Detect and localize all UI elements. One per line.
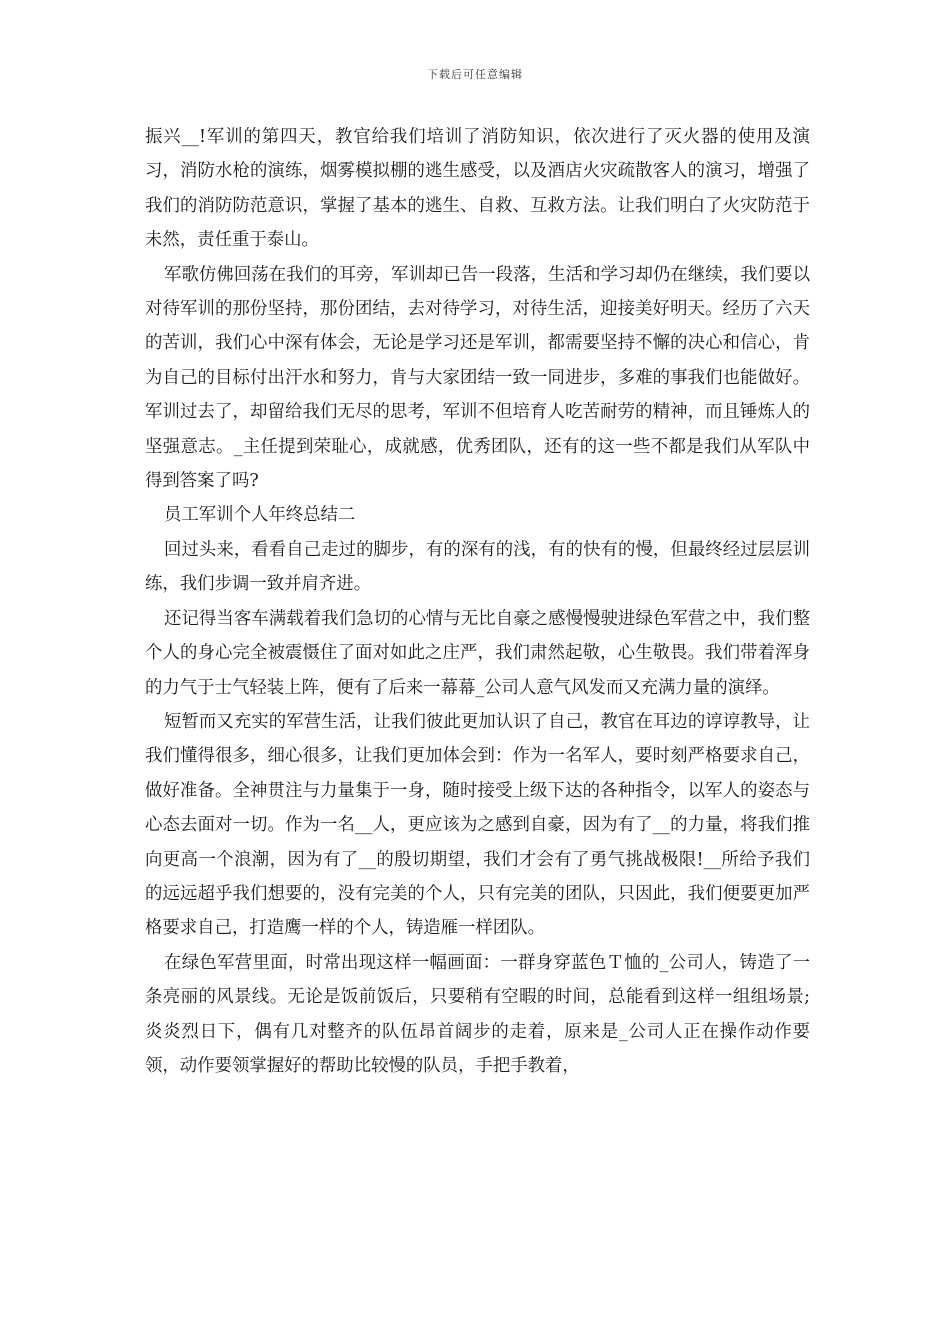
paragraph: 军歌仿佛回荡在我们的耳旁，军训却已告一段落，生活和学习却仍在继续，我们要以对待军训的那份坚持，那份团结，去对待学习，对待生活，迎接美好明天。经历了六天的苦训，我们心中深有体会，无论是学习还是军训，都需要坚持不懈的决心和信心，肯为自己的目标付出汗水和努力，肯与大家团结一致一同进步，多难的事我们也能做好。军训过去了，却留给我们无尽的思考，军训不但培育人吃苦耐劳的精神，而且锤炼人的坚强意志。_主任提到荣耻心，成就感，优秀团队，还有的这一些不都是我们从军队中得到答案了吗? xyxy=(145,264,810,492)
page-header: 下载后可任意编辑 xyxy=(427,68,523,81)
paragraph: 回过头来，看看自己走过的脚步，有的深有的浅，有的快有的慢，但最终经过层层训练，我们步调一致并肩齐进。 xyxy=(145,539,810,595)
paragraph: 在绿色军营里面，时常出现这样一幅画面：一群身穿蓝色Ｔ恤的_公司人，铸造了一条亮丽的风景线。无论是饭前饭后，只要稍有空暇的时间，总能看到这样一组组场景;炎炎烈日下，偶有几对整齐的队伍昂首阔步的走着，原来是_公司人正在操作动作要领，动作要领掌握好的帮助比较慢的队员，手把手教着， xyxy=(145,952,810,1076)
paragraph: 还记得当客车满载着我们急切的心情与无比自豪之感慢慢驶进绿色军营之中，我们整个人的身心完全被震慑住了面对如此之庄严，我们肃然起敬，心生敬畏。我们带着浑身的力气于士气轻装上阵，便有了后来一幕幕_公司人意气风发而又充满力量的演绎。 xyxy=(145,608,810,698)
document-body xyxy=(145,120,810,1083)
paragraph: 短暂而又充实的军营生活，让我们彼此更加认识了自己，教官在耳边的谆谆教导，让我们懂得很多，细心很多，让我们更加体会到：作为一名军人，要时刻严格要求自己，做好准备。全神贯注与力量集于一身，随时接受上级下达的各种指令，以军人的姿态与心态去面对一切。作为一名__人，更应该为之感到自豪，因为有了__的力量，将我们推向更高一个浪潮，因为有了__的殷切期望，我们才会有了勇气挑战极限!__所给予我们的远远超乎我们想要的，没有完美的个人，只有完美的团队，只因此，我们便要更加严格要求自己，打造鹰一样的个人，铸造雁一样团队。 xyxy=(145,711,810,939)
section-heading: 员工军训个人年终总结二 xyxy=(164,505,356,526)
paragraph: 振兴__!军训的第四天，教官给我们培训了消防知识，依次进行了灭火器的使用及演习，消防水枪的演练，烟雾模拟棚的逃生感受，以及酒店火灾疏散客人的演习，增强了我们的消防防范意识，掌握了基本的逃生、自救、互救方法。让我们明白了火灾防范于未然，责任重于泰山。 xyxy=(145,127,810,251)
